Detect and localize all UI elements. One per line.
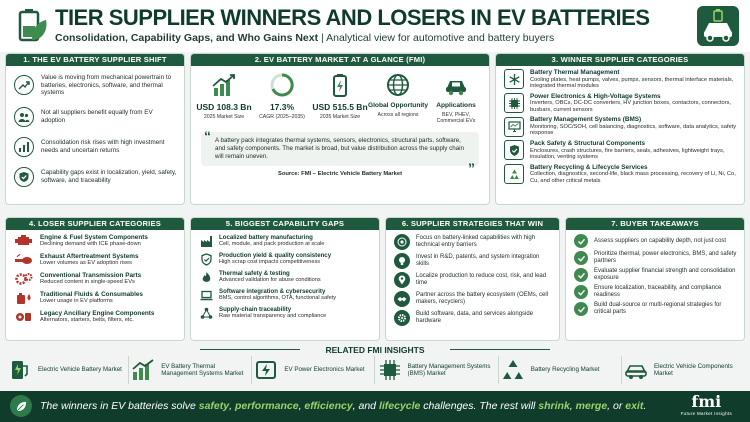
list-item: Not all suppliers benefit equally from EV adoption — [14, 107, 178, 127]
list-item: Battery Thermal Management Cooling plates, heat pumps, valves, pumps, sensors, thermal interface materials, integrated thermal modules — [504, 69, 738, 90]
engine-icon — [14, 233, 34, 249]
quote-open-icon: “ — [204, 127, 211, 144]
bms-chip-icon — [378, 358, 402, 382]
page-subtitle: Consolidation, Capability Gaps, and Who Gains Next | Analytical view for automotive and battery buyers — [55, 32, 555, 44]
list-item: Build dual-source or multi-regional strategies for critical parts — [574, 302, 738, 316]
related-link-power-electronics[interactable]: EV Power Electronics Market — [254, 353, 372, 387]
recycle-icon — [501, 358, 525, 382]
gear-icon — [394, 310, 410, 326]
power-module-icon — [254, 358, 278, 382]
growth-chart-icon — [131, 358, 155, 382]
list-item: Production yield & quality consistency High scrap cost impacts competitiveness — [199, 252, 373, 266]
stat-2025-market-size: USD 108.3 Bn 2025 Market Size — [201, 72, 247, 124]
footer-message: The winners in EV batteries solve safety, performance, efficiency, and lifecycle challenges. The rest will shrink, merge, or exit. — [40, 400, 647, 412]
list-item: Traditional Fluids & Consumables Lower usage in EV platforms — [14, 290, 178, 306]
recycle-icon — [504, 164, 524, 184]
related-heading: RELATED FMI INSIGHTS — [325, 345, 425, 355]
list-item: Focus on battery-linked capabilities with high technical entry barriers — [394, 234, 553, 250]
list-item: Capability gaps exist in localization, yield, safety, software, and traceability — [14, 167, 178, 187]
divider — [621, 356, 622, 384]
divider — [251, 356, 252, 384]
list-item: Conventional Transmission Parts Reduced content in single-speed EVs — [14, 271, 178, 287]
source-note: Source: FMI – Electric Vehicle Battery Market — [277, 170, 403, 177]
list-item: Partner across the battery ecosystem (OEMs, cell makers, recyclers) — [394, 291, 553, 307]
list-item: Exhaust Aftertreatment Systems Lower volumes as EV adoption rises — [14, 252, 178, 268]
chip-icon — [504, 93, 524, 113]
panel-heading: 2. EV BATTERY MARKET AT A GLANCE (FMI) — [191, 54, 489, 66]
lightbulb-icon — [394, 253, 410, 269]
list-item: Evaluate supplier financial strength and consolidation exposure — [574, 268, 738, 282]
header — [0, 0, 750, 52]
percent-gauge-icon — [269, 72, 295, 98]
page-title: TIER SUPPLIER WINNERS AND LOSERS IN EV BATTERIES — [55, 5, 650, 30]
check-icon — [574, 268, 588, 282]
divider — [374, 356, 375, 384]
divider — [450, 349, 550, 350]
flame-icon — [199, 270, 213, 284]
exhaust-icon — [14, 252, 34, 268]
panel-capability-gaps — [190, 217, 380, 341]
panel-heading: 6. SUPPLIER STRATEGIES THAT WIN — [386, 218, 559, 230]
list-item: Supply-chain traceability Raw material transparency and compliance — [199, 306, 373, 320]
list-item: Assess suppliers on capability depth, not just cost — [574, 234, 738, 248]
list-item: Consolidation risk rises with high investment needs and uncertain returns — [14, 137, 178, 157]
list-item: Localized battery manufacturing Cell, module, and pack production at scale — [199, 234, 373, 248]
related-link-bms[interactable]: Battery Management Systems (BMS) Market — [378, 353, 496, 387]
car-icon — [443, 72, 469, 98]
growth-bars-icon — [211, 72, 237, 98]
quality-shield-icon — [199, 252, 213, 266]
panel-supplier-strategies — [385, 217, 560, 341]
stat-global-opportunity: Global Opportunity Across all regions — [375, 72, 421, 124]
parts-icon — [14, 309, 34, 325]
quote-close-icon: ” — [468, 159, 475, 176]
list-item: Localize production to reduce cost, risk, and lead time — [394, 272, 553, 288]
list-item: Ensure localization, traceability, and compliance readiness — [574, 285, 738, 299]
divider — [498, 356, 499, 384]
panel-winner-categories — [495, 53, 745, 205]
pin-icon — [394, 272, 410, 288]
battery-bolt-icon — [327, 72, 353, 98]
check-icon — [574, 285, 588, 299]
market-quote: “ A battery pack integrates thermal systems, sensors, electronics, structural parts, software, and safety components. The market is broad, but value distribution across the supply chain will remain uneven. ” — [201, 132, 479, 166]
shield-icon — [504, 140, 524, 160]
people-icon — [14, 107, 34, 127]
laptop-icon — [199, 288, 213, 302]
list-item: Thermal safety & testing Advanced validation for abuse conditions — [199, 270, 373, 284]
panel-heading: 4. LOSER SUPPLIER CATEGORIES — [6, 218, 184, 230]
related-link-thermal-management[interactable]: EV Battery Thermal Management Systems Market — [131, 353, 249, 387]
panel-heading: 7. BUYER TAKEAWAYS — [566, 218, 744, 230]
list-item: Pack Safety & Structural Components Enclosures, crash structures, fire barriers, seals, adhesives, lightweight trays, insulation, venting systems — [504, 140, 738, 161]
check-icon — [574, 251, 588, 265]
list-item: Invest in R&D, patents, and system integration skills — [394, 253, 553, 269]
list-item: Build software, data, and services alongside hardware — [394, 310, 553, 326]
fmi-logo: fmi Future Market Insights — [680, 392, 732, 416]
divider — [128, 356, 129, 384]
fluid-drop-icon — [14, 290, 34, 306]
ev-car-icon — [624, 358, 648, 382]
gears-icon — [14, 271, 34, 287]
ev-battery-icon — [696, 5, 740, 47]
related-insights — [8, 353, 742, 387]
target-icon — [394, 234, 410, 250]
stat-cagr: 17.3% CAGR (2025–2035) — [259, 72, 305, 124]
list-item: Battery Recycling & Lifecycle Services Collection, diagnostics, second-life, black mass processing, recovery of Li, Ni, Co, Cu, and other critical metals — [504, 164, 738, 185]
globe-icon — [385, 72, 411, 98]
panel-heading: 1. THE EV BATTERY SUPPLIER SHIFT — [6, 54, 184, 66]
related-link-battery-recycling[interactable]: Battery Recycling Market — [501, 353, 619, 387]
battery-leaf-icon — [10, 6, 50, 46]
panel-market-glance — [190, 53, 490, 205]
list-item: Legacy Ancillary Engine Components Alternators, starters, belts, filters, etc. — [14, 309, 178, 325]
panel-buyer-takeaways — [565, 217, 745, 341]
panel-supplier-shift — [5, 53, 185, 205]
leaf-icon — [10, 395, 32, 417]
factory-icon — [199, 234, 213, 248]
list-item: Engine & Fuel System Components Declining demand with ICE phase-down — [14, 233, 178, 249]
panel-heading: 5. BIGGEST CAPABILITY GAPS — [191, 218, 379, 230]
list-item: Software integration & cybersecurity BMS, control algorithms, OTA, functional safety — [199, 288, 373, 302]
list-item: Prioritize thermal, power electronics, BMS, and safety partners — [574, 251, 738, 265]
bar-chart-icon — [14, 137, 34, 157]
stat-2035-market-size: USD 515.5 Bn 2035 Market Size — [317, 72, 363, 124]
monitor-icon — [504, 117, 524, 137]
shield-check-icon — [14, 167, 34, 187]
panel-heading: 3. WINNER SUPPLIER CATEGORIES — [496, 54, 744, 66]
network-icon — [199, 306, 213, 320]
footer-banner — [0, 391, 750, 422]
list-item: Power Electronics & High-Voltage Systems Inverters, OBCs, DC-DC converters, HV junction boxes, contactors, connectors, busbars, current sensors — [504, 93, 738, 114]
check-icon — [574, 234, 588, 248]
list-item: Value is moving from mechanical powertrain to batteries, electronics, software, and thermal systems — [14, 74, 178, 97]
check-icon — [574, 302, 588, 316]
trend-arrow-icon — [14, 75, 34, 95]
list-item: Battery Management Systems (BMS) Monitoring, SOC/SOH, cell balancing, diagnostics, software, data analytics, safety response — [504, 116, 738, 137]
stat-applications: Applications BEV, PHEV, Commercial EVs — [433, 72, 479, 124]
snowflake-icon — [504, 69, 524, 89]
related-link-ev-battery[interactable]: Electric Vehicle Battery Market — [8, 353, 126, 387]
related-link-ev-components[interactable]: Electric Vehicle Components Market — [624, 353, 742, 387]
ev-charger-icon — [8, 358, 32, 382]
handshake-icon — [394, 291, 410, 307]
panel-loser-categories — [5, 217, 185, 341]
